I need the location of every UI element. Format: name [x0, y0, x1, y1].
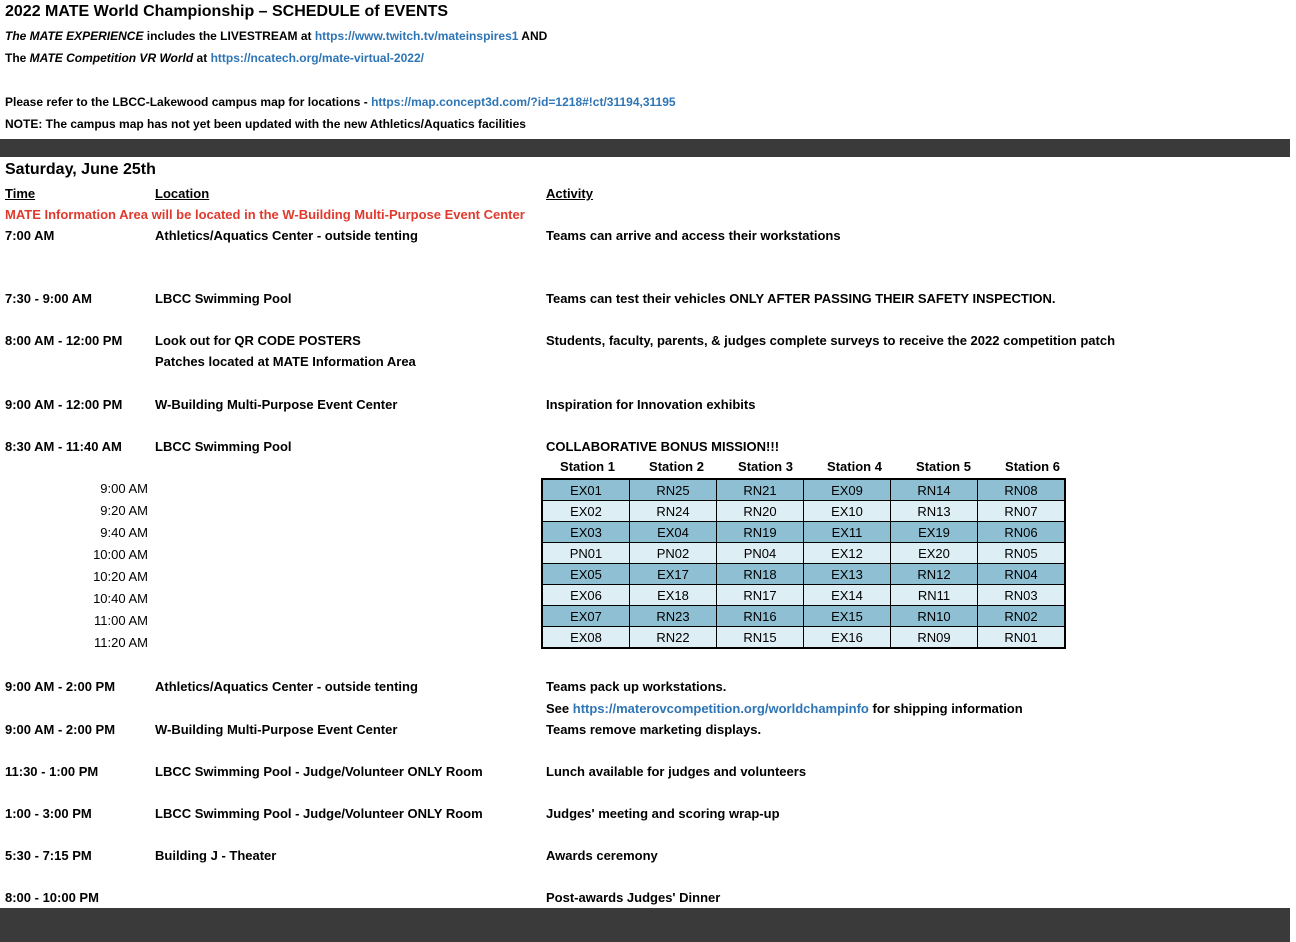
station-header: Station 2: [649, 459, 704, 474]
column-time: Time: [5, 186, 36, 201]
vr-at: at: [193, 51, 211, 65]
event-row: [5, 848, 1285, 868]
info-area-notice: MATE Information Area will be located in the W-Building Multi-Purpose Event Center: [5, 207, 525, 222]
team-cell: RN06: [978, 522, 1066, 543]
event-activity: Awards ceremony: [546, 848, 658, 863]
page-title: 2022 MATE World Championship – SCHEDULE of EVENTS: [5, 3, 449, 20]
event-time: 5:30 - 7:15 PM: [5, 848, 92, 863]
event-row: [5, 679, 1285, 699]
event-activity: Teams can test their vehicles ONLY AFTER PASSING THEIR SAFETY INSPECTION.: [546, 291, 1056, 306]
event-location: W-Building Multi-Purpose Event Center: [155, 397, 398, 412]
event-row: [5, 228, 1285, 248]
team-cell: EX04: [630, 522, 717, 543]
event-activity: Inspiration for Innovation exhibits: [546, 397, 756, 412]
vr-world-label: MATE Competition VR World: [29, 51, 194, 65]
shipping-info: [546, 701, 1023, 716]
event-activity: Post-awards Judges' Dinner: [546, 890, 721, 905]
event-row: [5, 397, 1285, 417]
twitch-link[interactable]: https://www.twitch.tv/mateinspires1: [314, 29, 519, 43]
table-row: [542, 627, 1065, 649]
team-cell: EX09: [804, 479, 891, 501]
table-row: [542, 543, 1065, 564]
event-row-continuation: [5, 701, 1285, 721]
event-time: 9:00 AM - 12:00 PM: [5, 397, 123, 412]
team-cell: RN03: [978, 585, 1066, 606]
event-activity: Lunch available for judges and volunteers: [546, 764, 807, 779]
event-time: 8:30 AM - 11:40 AM: [5, 439, 122, 454]
shipping-prefix: See: [546, 701, 573, 716]
team-cell: EX18: [630, 585, 717, 606]
event-time: 7:00 AM: [5, 228, 55, 243]
team-cell: RN24: [630, 501, 717, 522]
team-cell: EX12: [804, 543, 891, 564]
event-row: [5, 764, 1285, 784]
station-header: Station 4: [827, 459, 882, 474]
slot-time: 9:00 AM: [100, 481, 148, 496]
team-cell: EX01: [542, 479, 630, 501]
event-location: Athletics/Aquatics Center - outside tenting: [155, 228, 418, 243]
team-cell: RN02: [978, 606, 1066, 627]
event-location: W-Building Multi-Purpose Event Center: [155, 722, 398, 737]
team-cell: RN18: [717, 564, 804, 585]
livestream-line: [5, 29, 547, 43]
station-header: Station 3: [738, 459, 793, 474]
team-cell: RN05: [978, 543, 1066, 564]
team-cell: RN22: [630, 627, 717, 649]
team-cell: EX10: [804, 501, 891, 522]
event-row-continuation: [5, 354, 1285, 374]
slot-time: 10:20 AM: [93, 569, 148, 584]
map-line: [5, 95, 676, 109]
livestream-and: AND: [518, 29, 548, 43]
event-row: [5, 439, 1285, 459]
event-time: 8:00 AM - 12:00 PM: [5, 333, 123, 348]
mate-experience-label: The MATE EXPERIENCE: [5, 29, 144, 43]
slot-time: 11:00 AM: [94, 613, 148, 628]
team-cell: RN09: [891, 627, 978, 649]
event-row: [5, 333, 1285, 353]
team-cell: RN08: [978, 479, 1066, 501]
team-cell: RN11: [891, 585, 978, 606]
team-cell: EX02: [542, 501, 630, 522]
team-cell: RN04: [978, 564, 1066, 585]
team-cell: RN01: [978, 627, 1066, 649]
station-header: Station 5: [916, 459, 971, 474]
team-cell: EX05: [542, 564, 630, 585]
vr-prefix: The: [5, 51, 30, 65]
event-row: [5, 890, 1285, 910]
table-row: [542, 479, 1065, 501]
bonus-mission-schedule-table: [541, 478, 1066, 649]
team-cell: RN15: [717, 627, 804, 649]
column-location: Location: [155, 186, 210, 201]
team-cell: EX13: [804, 564, 891, 585]
event-row: [5, 806, 1285, 826]
slot-time: 9:40 AM: [100, 525, 148, 540]
slot-time: 10:00 AM: [93, 547, 148, 562]
team-cell: EX16: [804, 627, 891, 649]
map-text: Please refer to the LBCC-Lakewood campus map for locations -: [5, 95, 372, 109]
team-cell: EX14: [804, 585, 891, 606]
event-location: Look out for QR CODE POSTERS: [155, 333, 361, 348]
event-time: 7:30 - 9:00 AM: [5, 291, 92, 306]
team-cell: EX19: [891, 522, 978, 543]
map-note: NOTE: The campus map has not yet been updated with the new Athletics/Aquatics facilities: [5, 117, 526, 131]
team-cell: RN10: [891, 606, 978, 627]
event-location: LBCC Swimming Pool: [155, 439, 292, 454]
station-header: Station 1: [560, 459, 615, 474]
event-row: [5, 722, 1285, 742]
event-location-secondary: Patches located at MATE Information Area: [155, 354, 416, 369]
ncatech-link[interactable]: https://ncatech.org/mate-virtual-2022/: [210, 51, 424, 65]
team-cell: EX03: [542, 522, 630, 543]
team-cell: PN01: [542, 543, 630, 564]
column-activity: Activity: [546, 186, 593, 201]
worldchampinfo-link[interactable]: https://materovcompetition.org/worldchampinfo: [572, 701, 869, 716]
team-cell: EX08: [542, 627, 630, 649]
event-time: 9:00 AM - 2:00 PM: [5, 722, 116, 737]
team-cell: RN21: [717, 479, 804, 501]
table-row: [542, 501, 1065, 522]
table-row: [542, 564, 1065, 585]
slot-time: 10:40 AM: [93, 591, 148, 606]
team-cell: RN23: [630, 606, 717, 627]
team-cell: PN02: [630, 543, 717, 564]
event-activity: Students, faculty, parents, & judges complete surveys to receive the 2022 competition patch: [546, 333, 1116, 348]
team-cell: EX20: [891, 543, 978, 564]
slot-time: 9:20 AM: [100, 503, 148, 518]
event-activity: Judges' meeting and scoring wrap-up: [546, 806, 780, 821]
livestream-text: includes the LIVESTREAM at: [143, 29, 315, 43]
event-time: 8:00 - 10:00 PM: [5, 890, 99, 905]
event-activity: Teams can arrive and access their workstations: [546, 228, 841, 243]
vr-world-line: [5, 51, 424, 65]
event-activity: Teams pack up workstations.: [546, 679, 727, 694]
event-activity: Teams remove marketing displays.: [546, 722, 762, 737]
team-cell: EX06: [542, 585, 630, 606]
event-activity: COLLABORATIVE BONUS MISSION!!!: [546, 439, 780, 454]
team-cell: RN20: [717, 501, 804, 522]
team-cell: EX17: [630, 564, 717, 585]
event-location: LBCC Swimming Pool - Judge/Volunteer ONLY Room: [155, 806, 483, 821]
team-cell: EX15: [804, 606, 891, 627]
team-cell: EX07: [542, 606, 630, 627]
team-cell: RN16: [717, 606, 804, 627]
shipping-suffix: for shipping information: [868, 701, 1023, 716]
team-cell: RN12: [891, 564, 978, 585]
slot-time: 11:20 AM: [94, 635, 148, 650]
day-heading: Saturday, June 25th: [5, 161, 156, 178]
event-time: 1:00 - 3:00 PM: [5, 806, 92, 821]
team-cell: RN14: [891, 479, 978, 501]
team-cell: RN07: [978, 501, 1066, 522]
event-location: LBCC Swimming Pool: [155, 291, 292, 306]
event-time: 9:00 AM - 2:00 PM: [5, 679, 116, 694]
team-cell: PN04: [717, 543, 804, 564]
team-cell: EX11: [804, 522, 891, 543]
team-cell: RN25: [630, 479, 717, 501]
event-location: Building J - Theater: [155, 848, 277, 863]
table-row: [542, 606, 1065, 627]
section-divider-bottom: [0, 908, 1290, 942]
section-divider-top: [0, 139, 1290, 157]
event-location: LBCC Swimming Pool - Judge/Volunteer ONLY Room: [155, 764, 483, 779]
team-cell: RN19: [717, 522, 804, 543]
event-row: [5, 291, 1285, 311]
table-row: [542, 522, 1065, 543]
campus-map-link[interactable]: https://map.concept3d.com/?id=1218#!ct/31194,31195: [371, 95, 676, 109]
event-location: Athletics/Aquatics Center - outside tenting: [155, 679, 418, 694]
event-time: 11:30 - 1:00 PM: [5, 764, 99, 779]
team-cell: RN17: [717, 585, 804, 606]
team-cell: RN13: [891, 501, 978, 522]
station-header: Station 6: [1005, 459, 1060, 474]
table-row: [542, 585, 1065, 606]
